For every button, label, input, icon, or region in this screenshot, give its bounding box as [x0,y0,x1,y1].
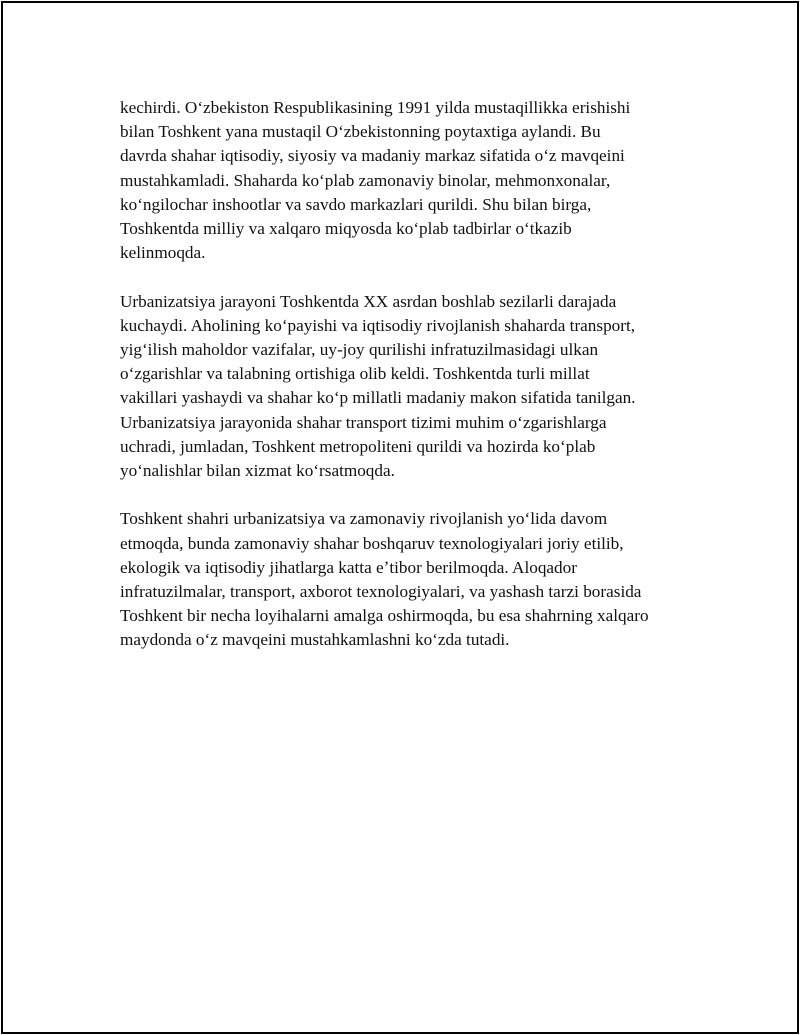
text-line: Toshkentda milliy va xalqaro miqyosda koʻplab tadbirlar oʻtkazib [120,219,572,239]
text-line: oʻzgarishlar va talabning ortishiga olib keldi. Toshkentda turli millat [120,364,590,384]
text-line: kelinmoqda. [120,243,206,263]
text-line: etmoqda, bunda zamonaviy shahar boshqaruv texnologiyalari joriy etilib, [120,533,624,553]
paragraph-2 [120,290,700,484]
text-line: kuchaydi. Aholining koʻpayishi va iqtisodiy rivojlanish shaharda transport, [120,315,636,335]
text-line: Toshkent shahri urbanizatsiya va zamonaviy rivojlanish yoʻlida davom [120,509,608,529]
text-line: Urbanizatsiya jarayonida shahar transport tizimi muhim oʻzgarishlarga [120,412,607,432]
text-line: ekologik va iqtisodiy jihatlarga katta eʼtibor berilmoqda. Aloqador [120,557,577,577]
paragraph-1 [120,96,700,265]
text-line: maydonda oʻz mavqeini mustahkamlashni koʻzda tutadi. [120,630,510,650]
text-line: mustahkamladi. Shaharda koʻplab zamonaviy binolar, mehmonxonalar, [120,170,611,190]
document-body [120,96,700,677]
text-line: bilan Toshkent yana mustaqil Oʻzbekistonning poytaxtiga aylandi. Bu [120,122,601,142]
text-line: vakillari yashaydi va shahar koʻp millatli madaniy makon sifatida tanilgan. [120,388,636,408]
paragraph-3 [120,507,700,652]
text-line: koʻngilochar inshootlar va savdo markazlari qurildi. Shu bilan birga, [120,194,592,214]
text-line: yoʻnalishlar bilan xizmat koʻrsatmoqda. [120,461,395,481]
document-page [1,1,799,1034]
text-line: infratuzilmalar, transport, axborot texnologiyalari, va yashash tarzi borasida [120,582,642,602]
text-line: uchradi, jumladan, Toshkent metropoliteni qurildi va hozirda koʻplab [120,436,596,456]
text-line: davrda shahar iqtisodiy, siyosiy va madaniy markaz sifatida oʻz mavqeini [120,146,625,166]
text-line: Toshkent bir necha loyihalarni amalga oshirmoqda, bu esa shahrning xalqaro [120,606,649,626]
text-line: Urbanizatsiya jarayoni Toshkentda XX asrdan boshlab sezilarli darajada [120,291,617,311]
text-line: kechirdi. Oʻzbekiston Respublikasining 1991 yilda mustaqillikka erishishi [120,98,631,117]
text-line: yigʻilish maholdor vazifalar, uy-joy qurilishi infratuzilmasidagi ulkan [120,340,599,360]
